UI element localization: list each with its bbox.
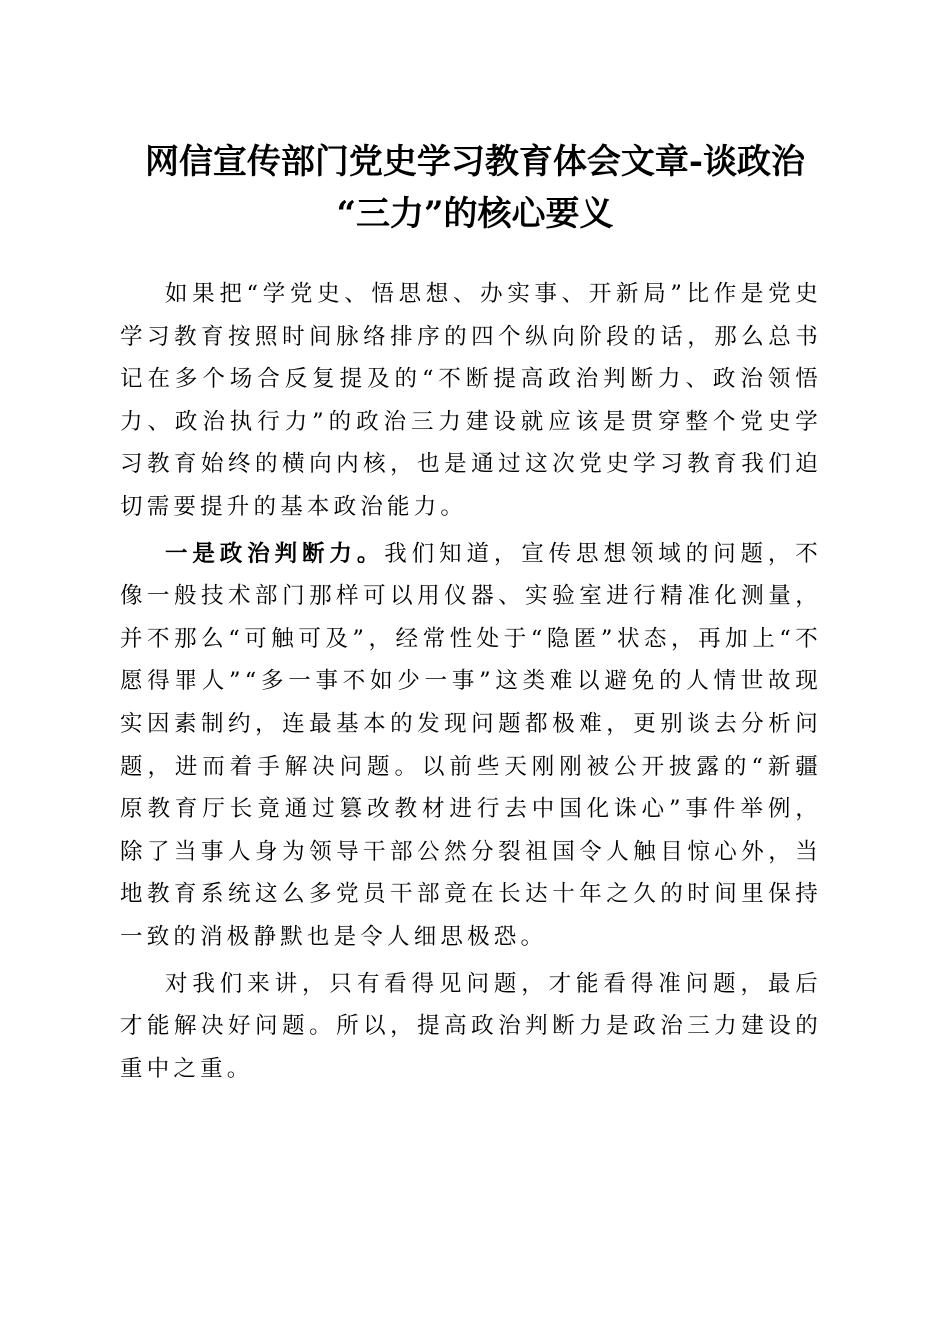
paragraph-text: 我们知道，宣传思想领域的问题，不像一般技术部门那样可以用仪器、实验室进行精准化测量，并不那么“可触可及”，经常性处于“隐匿”状态，再加上“不愿得罪人”“多一事不如少一事”这类难以避免的人情世故现实因素制约，连最基本的发现问题都极难，更别谈去分析问题，进而着手解决问题。以前些天刚刚被公开披露的“新疆原教育厅长竟通过篡改教材进行去中国化诛心”事件举例，除了当事人身为领导干部公然分裂祖国令人触目惊心外，当地教育系统这么多党员干部竟在长达十年之久的时间里保持一致的消极静默也是令人细思极恐。	[120, 540, 822, 950]
document-body	[120, 273, 822, 1094]
document-title	[100, 136, 850, 240]
paragraph-3	[120, 963, 822, 1091]
paragraph-lead: 一是政治判断力。	[165, 540, 385, 567]
paragraph-text: 如果把“学党史、悟思想、办实事、开新局”比作是党史学习教育按照时间脉络排序的四个纵向阶段的话，那么总书记在多个场合反复提及的“不断提高政治判断力、政治领悟力、政治执行力”的政治三力建设就应该是贯穿整个党史学习教育始终的横向内核，也是通过这次党史学习教育我们迫切需要提升的基本政治能力。	[120, 281, 822, 520]
paragraph-2	[120, 533, 822, 959]
title-line-1: 网信宣传部门党史学习教育体会文章-谈政治	[144, 142, 806, 182]
paragraph-1	[120, 273, 822, 529]
title-line-2: “三力”的核心要义	[336, 194, 614, 234]
paragraph-text: 对我们来讲，只有看得见问题，才能看得准问题，最后才能解决好问题。所以，提高政治判断力是政治三力建设的重中之重。	[120, 970, 822, 1082]
